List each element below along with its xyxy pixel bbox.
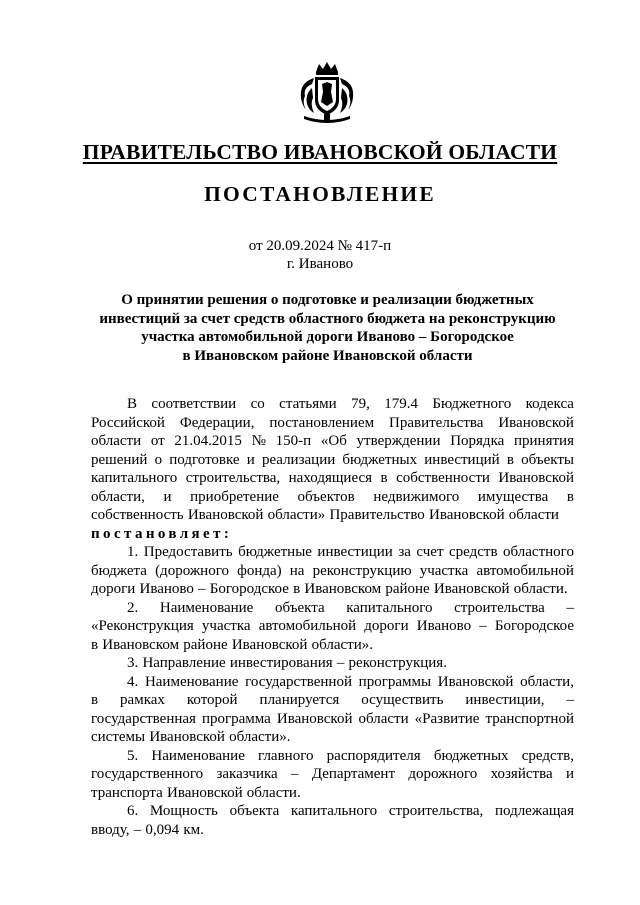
word: Наименование xyxy=(151,747,245,764)
word: районе xyxy=(183,636,228,653)
word: транспортной xyxy=(485,710,574,727)
word: автомобильной xyxy=(476,562,574,579)
word: – xyxy=(291,766,299,782)
subject-line: в Ивановском районе Ивановской области xyxy=(182,347,473,364)
word: области xyxy=(358,710,409,727)
document-type: ПОСТАНОВЛЕНИЕ xyxy=(204,182,436,206)
word: собственность xyxy=(91,507,184,523)
word: автомобильной xyxy=(258,618,357,634)
word: Иваново xyxy=(139,581,194,597)
word: дороги xyxy=(364,618,409,634)
preamble-line xyxy=(91,451,574,470)
word: Ивановской xyxy=(149,729,225,745)
word: распорядителя xyxy=(326,747,421,764)
word: дороги xyxy=(91,581,136,597)
word: «Реконструкция xyxy=(91,618,194,634)
word: вводу, xyxy=(91,821,130,838)
word: принятия xyxy=(514,433,574,449)
word: инвестиции, xyxy=(465,692,545,708)
word: – xyxy=(566,692,574,708)
word: области. xyxy=(513,581,568,597)
subject-line: инвестиций за счет средств областного бюджета на реконструкцию xyxy=(99,310,556,327)
document-meta xyxy=(0,237,640,273)
item-line xyxy=(91,617,574,636)
word: бюджета xyxy=(91,562,147,579)
word: Бюджетного xyxy=(432,396,512,412)
word: Иваново xyxy=(416,618,472,634)
word: Правительство xyxy=(329,507,425,523)
word: – xyxy=(198,581,206,597)
word: Правительства xyxy=(389,414,484,431)
word: № xyxy=(251,433,266,449)
word: в xyxy=(293,581,301,597)
word: программы xyxy=(358,673,432,690)
word: в xyxy=(91,636,99,653)
word: кодекса xyxy=(525,396,574,412)
word: бюджетных xyxy=(433,747,509,764)
word: Ивановском xyxy=(304,581,382,597)
preamble-line xyxy=(91,414,574,433)
word: участка xyxy=(419,562,469,579)
word: от xyxy=(150,433,165,449)
word: системы xyxy=(91,729,146,745)
government-name xyxy=(0,140,640,165)
word: за xyxy=(398,544,411,560)
word: – xyxy=(479,618,487,634)
word: Богородское xyxy=(209,581,289,597)
word: 79, xyxy=(351,396,370,412)
word: в xyxy=(380,470,388,486)
word: Предоставить xyxy=(143,544,233,560)
word: реализации xyxy=(261,451,336,468)
word: области. xyxy=(246,784,301,801)
word: государственной xyxy=(245,673,352,690)
word: находящиеся xyxy=(288,470,373,486)
word: В xyxy=(127,396,138,412)
word: недвижимого xyxy=(373,488,460,505)
word: заказчика xyxy=(216,766,278,782)
item-line xyxy=(91,710,574,729)
word: области xyxy=(91,433,142,449)
word: области xyxy=(508,507,559,523)
word: подготовке xyxy=(169,451,240,468)
word: Федерации, xyxy=(179,414,255,431)
word: капитального xyxy=(290,803,378,819)
word: транспорта xyxy=(91,784,163,801)
word: дорожного xyxy=(408,766,478,782)
preamble-line xyxy=(91,432,574,451)
word: – xyxy=(566,599,574,616)
word: Департамент xyxy=(311,766,396,782)
item-line xyxy=(91,599,574,618)
word: капитального xyxy=(91,470,178,486)
preamble-line xyxy=(91,395,574,414)
resolves-word: постановляет: xyxy=(91,525,233,542)
word: области» xyxy=(267,507,326,523)
word: объекта xyxy=(229,803,280,819)
word: объекта xyxy=(274,599,325,616)
word: 2. xyxy=(127,599,139,616)
word: главного xyxy=(258,747,314,764)
subject-line: участка автомобильной дороги Иваново – Богородское xyxy=(141,329,514,345)
word: приобретение xyxy=(190,488,279,505)
word: 4. xyxy=(127,673,139,690)
word: области». xyxy=(311,636,374,653)
word: в xyxy=(566,488,574,505)
word: объекты xyxy=(521,451,574,468)
word: Ивановской xyxy=(167,784,243,801)
word: имущества xyxy=(477,488,549,505)
word: Российской xyxy=(91,414,165,431)
government-name-text: ПРАВИТЕЛЬСТВО ИВАНОВСКОЙ ОБЛАСТИ xyxy=(82,140,558,164)
word: строительства xyxy=(454,599,545,616)
word: бюджетные xyxy=(238,544,312,560)
word: собственности xyxy=(396,470,490,486)
preamble-line xyxy=(91,506,574,525)
word: 0,094 xyxy=(145,821,180,838)
word: капитального xyxy=(346,599,433,616)
word: бюджетных xyxy=(342,451,418,468)
word: инвестиции xyxy=(317,544,393,560)
word: государственного xyxy=(91,766,204,782)
item-line xyxy=(91,765,574,784)
word: строительства, xyxy=(185,470,281,486)
word: реконструкцию xyxy=(312,562,412,579)
item-line xyxy=(91,821,574,840)
word: области». xyxy=(229,729,291,745)
word: и xyxy=(163,488,172,505)
word: 6. xyxy=(127,803,139,819)
word: Ивановской xyxy=(498,470,574,486)
word: Направление xyxy=(142,655,226,671)
word: планируется xyxy=(259,692,340,708)
subject-line: О принятии решения о подготовке и реализации бюджетных xyxy=(121,292,534,308)
word: инвестиций xyxy=(424,451,500,468)
word: Порядка xyxy=(450,433,505,449)
word: Ивановской xyxy=(429,507,505,523)
item-line xyxy=(91,562,574,581)
item-line xyxy=(91,654,574,673)
word: инвестирования xyxy=(229,655,333,671)
word: реконструкция. xyxy=(348,655,447,671)
word: 21.04.2015 xyxy=(174,433,242,449)
word: Наименование xyxy=(159,599,254,616)
word: 179.4 xyxy=(384,396,418,412)
word: Ивановской xyxy=(231,636,308,653)
word: средств, xyxy=(521,747,574,764)
word: средств xyxy=(449,544,498,560)
word: Ивановской xyxy=(276,710,353,727)
item-line xyxy=(91,728,574,747)
document-body xyxy=(91,395,574,839)
item-line xyxy=(91,691,574,710)
coat-of-arms-icon xyxy=(292,58,362,128)
word: Богородское xyxy=(494,618,574,634)
word: области, xyxy=(520,673,574,690)
item-line xyxy=(91,802,574,821)
word: со xyxy=(250,396,265,412)
word: «Развитие xyxy=(414,710,480,727)
item-line xyxy=(91,784,574,803)
word: Ивановской xyxy=(437,673,514,690)
word: строительства, xyxy=(388,803,484,819)
word: районе xyxy=(385,581,430,597)
word: «Об xyxy=(320,433,347,449)
document-date-number: от 20.09.2024 № 417-п xyxy=(248,238,392,254)
word: соответствии xyxy=(151,396,237,412)
word: о xyxy=(154,451,163,468)
word: решений xyxy=(91,451,148,468)
item-line xyxy=(91,747,574,766)
word: счет xyxy=(416,544,444,560)
word: фонда) xyxy=(237,562,282,579)
word: – xyxy=(336,655,345,671)
word: Ивановской xyxy=(187,507,264,523)
preamble-line xyxy=(91,469,574,488)
word: утверждении xyxy=(356,433,441,449)
word: 3. xyxy=(127,655,139,671)
word: в xyxy=(91,692,99,708)
word: 1. xyxy=(127,544,139,560)
word: участка xyxy=(201,618,251,634)
document-subject xyxy=(80,291,575,365)
item-line xyxy=(91,543,574,562)
word: Ивановской xyxy=(498,414,574,431)
word: и xyxy=(246,451,255,468)
word: государственная xyxy=(91,710,196,727)
word: км. xyxy=(183,821,204,838)
word: хозяйства xyxy=(490,766,553,782)
word: и xyxy=(565,766,574,782)
word: – xyxy=(133,821,142,838)
word: подлежащая xyxy=(494,803,574,819)
word: постановлением xyxy=(269,414,375,431)
word: программа xyxy=(201,710,271,727)
word: Наименование xyxy=(144,673,239,690)
word: статьями xyxy=(279,396,337,412)
item-line xyxy=(91,636,574,655)
word: которой xyxy=(186,692,238,708)
word: Ивановской xyxy=(433,581,510,597)
word: объектов xyxy=(297,488,355,505)
word: области, xyxy=(91,488,145,505)
word: 150-п xyxy=(275,433,312,449)
word: рамках xyxy=(120,692,165,708)
preamble-line xyxy=(91,488,574,507)
item-line xyxy=(91,580,574,599)
word: осуществить xyxy=(361,692,444,708)
word: Ивановском xyxy=(102,636,180,653)
word: (дорожного xyxy=(155,562,229,579)
word: областного xyxy=(503,544,574,560)
word: в xyxy=(506,451,514,468)
word: на xyxy=(289,562,305,579)
word: 5. xyxy=(127,747,139,764)
item-line xyxy=(91,673,574,692)
document-place: г. Иваново xyxy=(286,256,354,272)
word: Мощность xyxy=(149,803,218,819)
